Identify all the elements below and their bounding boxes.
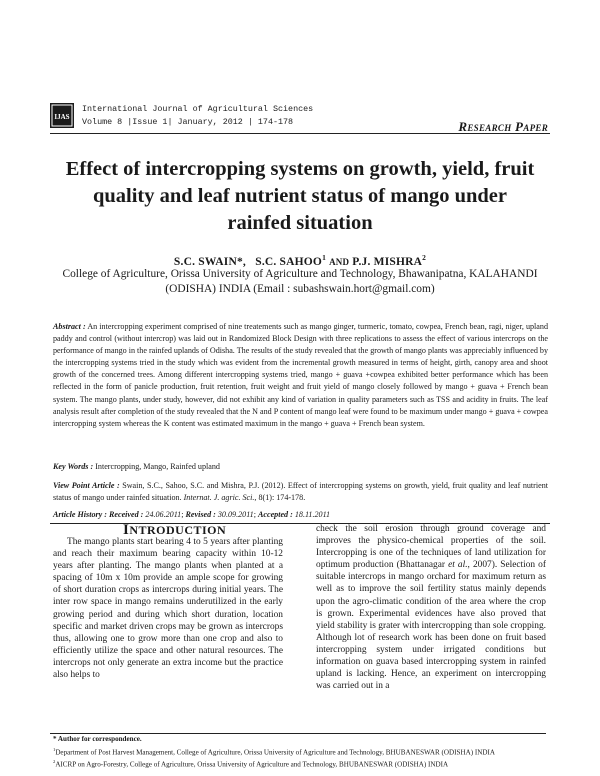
affiliation-line-2: (ODISHA) INDIA (Email : subashswain.hort@gmail.com) <box>165 283 435 295</box>
footnote-1-sup: 1 <box>53 746 56 752</box>
intro-left-column <box>53 536 283 681</box>
author-and: AND <box>329 256 350 267</box>
article-title: Effect of intercropping systems on growth, yield, fruit quality and leaf nutrient status of mango under rainfed situation <box>65 158 535 234</box>
footnotes <box>53 735 548 770</box>
footnote-2-sup: 2 <box>53 759 56 765</box>
author-1: S.C. SWAIN*, <box>173 255 246 268</box>
author-2-sup: 1 <box>322 253 327 262</box>
intro-right-etal: et al. <box>448 560 468 571</box>
introduction-heading-rest: NTRODUCTION <box>129 523 227 537</box>
abstract <box>53 321 548 430</box>
journal-name: International Journal of Agricultural Sciences <box>82 104 314 114</box>
received-date: 24.06.2011 <box>145 510 182 519</box>
accepted-label: Accepted : <box>257 510 293 519</box>
volume-line: Volume 8 |Issue 1| January, 2012 | 174-178 <box>82 117 294 127</box>
author-2: S.C. SAHOO <box>255 255 323 268</box>
citation <box>53 480 548 504</box>
section-label: Research Paper <box>458 119 548 134</box>
introduction-heading-cap: I <box>123 522 130 538</box>
journal-logo <box>50 103 74 128</box>
author-3: P.J. MISHRA <box>352 255 423 268</box>
intro-right-text-b: , 2007). Selection of suitable intercrops in mango orchard for maximum return as well as to improve the soil fertility status mainly depends upon the agro-climatic condition of the area where the crop is grown. Experimental evidences have also proved that yield stability is grater with intercropping than sole cropping. Although lot of research work has been done on fruit based intercropping system under irrigated conditions but information on guava based intercropping system in rainfed upland is lacking. Hence, an experiment on intercropping was carried out in a <box>316 560 546 692</box>
citation-text-2: , 8(1): 174-178. <box>254 493 306 503</box>
history-label: Article History : <box>53 510 107 519</box>
affiliation <box>60 267 540 297</box>
revised-label: Revised : <box>185 510 216 519</box>
keywords-text: Intercropping, Mango, Rainfed upland <box>95 462 220 471</box>
footnote-2 <box>53 757 548 770</box>
abstract-label: Abstract : <box>53 322 86 331</box>
citation-label: View Point Article : <box>53 481 120 490</box>
revised-date: 30.09.2011 <box>217 510 254 519</box>
intro-right-paragraph <box>316 523 546 692</box>
keywords <box>53 461 548 473</box>
citation-text-1: Swain, S.C., Sahoo, S.C. and Mishra, P.J. (2012). Effect of intercropping systems on growth, yield, fruit quality and leaf nutrient status of mango under rainfed situation. <box>53 481 548 503</box>
intro-left-paragraph: The mango plants start bearing 4 to 5 years after planting and reach their maximum bearing capacity within 10-12 years after planting. The mango plants when planted at a spacing of 10m x 10m provide an ample scope for growing of short duration crops as intercrops during initial years. The inter row space in mango remains underutilized in the early growing period and during which short duration, location specific and market driven crops may be grown as intercrops thus, allowing one to grow more than one crop and also to efficiently utilize the space and other natural resources. The intercrops not only generate an extra income but the practice also helps to <box>53 537 283 681</box>
received-label: Received : <box>108 510 144 519</box>
footnote-1-text: Department of Post Harvest Management, College of Agriculture, Orissa University of Agriculture and Technology, BHUBANESWAR (ODISHA) INDIA <box>55 747 495 756</box>
keywords-label: Key Words : <box>53 462 94 471</box>
intro-right-column <box>316 523 546 692</box>
journal-logo-icon <box>51 104 73 127</box>
footnote-1 <box>53 745 548 758</box>
correspondence-note: * Author for correspondence. <box>53 735 142 743</box>
footnote-2-text: AICRP on Agro-Forestry, College of Agriculture, Orissa University of Agriculture and Technology, BHUBANESWAR (ODISHA) INDIA <box>55 760 449 769</box>
citation-journal: Internat. J. agric. Sci. <box>183 493 255 503</box>
header-rule <box>50 133 550 134</box>
author-list <box>60 253 540 268</box>
logo-lettering: IJAS <box>54 113 70 121</box>
author-3-sup: 2 <box>422 253 427 262</box>
affiliation-line-1: College of Agriculture, Orissa University of Agriculture and Technology, Bhawanipatna, KALAHANDI <box>62 268 538 280</box>
article-history: Article History : Received : 24.06.2011; Revised : 30.09.2011; Accepted : 18.11.2011 <box>53 510 331 519</box>
abstract-text: An intercropping experiment comprised of nine treatements such as mango ginger, turmeric, tomato, cowpea, French bean, ragi, niger, upland paddy and control (without intercrop) was laid out in Randomized Block Design with three replications to assess the effect of various intercrops on the performance of mango in the rainfed uplands of Odisha. The results of the study revealed that the growth of mango plants was appreciably influenced by the intercropping systems tried in the study which was evident from the incremental growth measured in terms of height, girth, canopy area and shoot growth of the concerned trees. Among different intercropping systems tried, mango + guava +cowpea exhibited better performance which has been reflected in the form of panicle production, fruit retention, fruit weight and fruit yield of mango closely followed by mango + guava + French bean system. The mango plants, under study, however, did not exhibit any kind of variation in quality parameters such as TSS and acidity in fruits. The leaf analysis result after completion of the study revealed that the N and P content of mango leaf were found to be maximum under mango + guava + cowpea intercropping system whereas the K content was estimated maximum in the mango + guava + French bean system. <box>53 322 548 428</box>
footnote-rule <box>50 733 546 734</box>
intro-right-text-a: check the soil erosion through ground coverage and improves the physico-chemical properties of the soil. Intercropping is one of the techniques of land utilization for optimum production (Bhattanagar <box>316 524 546 571</box>
accepted-date: 18.11.2011 <box>294 510 331 519</box>
